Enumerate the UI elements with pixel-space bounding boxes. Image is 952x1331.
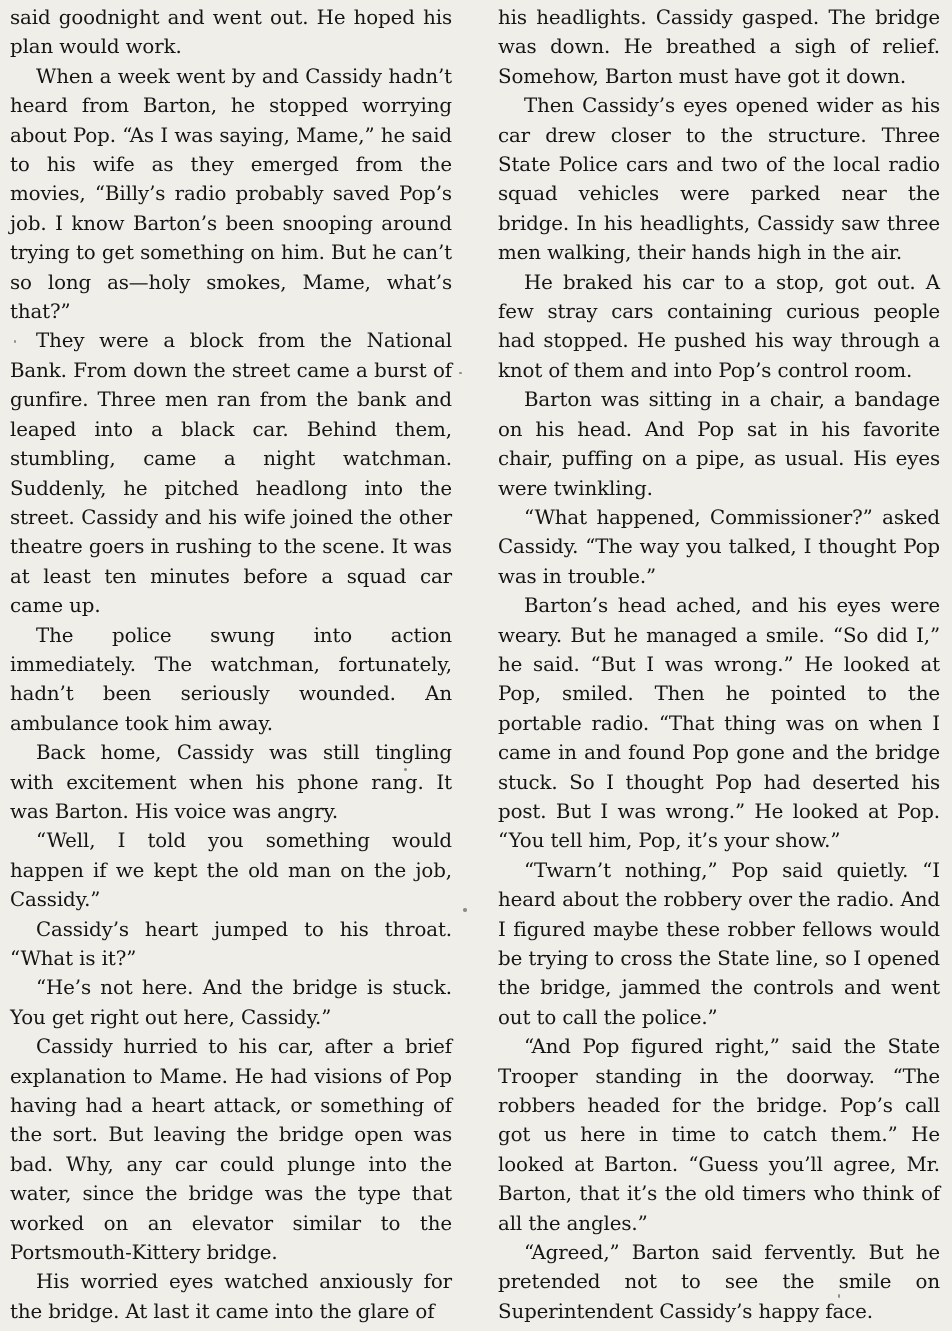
paragraph: “He’s not here. And the bridge is stuck. You get right out here, Cassidy.” [10, 976, 452, 1029]
paragraph: Barton was sitting in a chair, a bandage on his head. And Pop sat in his favorite chair, puffing on a pipe, as usual. His eyes were twinkling. [498, 388, 940, 500]
paragraph: “Well, I told you something would happen if we kept the old man on the job, Cassidy.” [10, 829, 452, 912]
paragraph: said goodnight and went out. He hoped his plan would work. [10, 6, 452, 59]
paragraph: They were a block from the National Bank. From down the street came a burst of gunfire. Three men ran from the bank and leaped into a black car. Behind them, stumbling, came a night watchman. Suddenly, he pitched headlong into the street. Cassidy and his wife joined the other theatre goers in rushing to the scene. It was at least ten minutes before a squad car came up. [10, 329, 452, 618]
print-speck [838, 1294, 840, 1298]
paragraph: “And Pop figured right,” said the State Trooper standing in the doorway. “The robbers headed for the bridge. Pop’s call got us here in time to catch them.” He looked at Barton. “Guess you’ll agree, Mr. Barton, that it’s the old timers who think of all the angles.” [498, 1035, 940, 1235]
paragraph: Then Cassidy’s eyes opened wider as his car drew closer to the structure. Three State Police cars and two of the local radio squad vehicles were parked near the bridge. In his headlights, Cassidy saw three men walking, their hands high in the air. [498, 94, 940, 265]
paragraph: He braked his car to a stop, got out. A few stray cars containing curious people had stopped. He pushed his way through a knot of them and into Pop’s control room. [498, 270, 940, 382]
paragraph: The police swung into action immediately. The watchman, fortunately, hadn’t been seriously wounded. An ambulance took him away. [10, 623, 452, 735]
paragraph: His worried eyes watched anxiously for the bridge. At last it came into the glare of [10, 1270, 452, 1323]
paragraph: “Twarn’t nothing,” Pop said quietly. “I heard about the robbery over the radio. And I figured maybe these robber fellows would be trying to cross the State line, so I opened the bridge, jammed the controls and went out to call the police.” [498, 858, 940, 1029]
paragraph: Back home, Cassidy was still tingling with excitement when his phone rang. It was Barton. His voice was angry. [10, 741, 452, 823]
paragraph: When a week went by and Cassidy hadn’t heard from Barton, he stopped worrying about Pop. “As I was saying, Mame,” he said to his wife as they emerged from the movies, “Billy’s radio probably saved Pop’s job. I know Barton’s been snooping around trying to get something on him. But he can’t so long as—holy smokes, Mame, what’s that?” [10, 64, 452, 324]
print-speck [459, 372, 462, 374]
paragraph: his headlights. Cassidy gasped. The bridge was down. He breathed a sigh of relief. Somehow, Barton must have got it down. [498, 6, 940, 88]
paragraph: “What happened, Commissioner?” asked Cassidy. “The way you talked, I thought Pop was in trouble.” [498, 505, 940, 588]
paragraph: “Agreed,” Barton said fervently. But he pretended not to see the smile on Superintendent Cassidy’s happy face. [498, 1241, 940, 1323]
print-speck [14, 340, 16, 343]
paragraph: Barton’s head ached, and his eyes were weary. But he managed a smile. “So did I,” he said. “But I was wrong.” He looked at Pop, smiled. Then he pointed to the portable radio. “That thing was on when I came in and found Pop gone and the bridge stuck. So I thought Pop had deserted his post. But I was wrong.” He looked at Pop. “You tell him, Pop, it’s your show.” [498, 594, 940, 853]
print-speck [404, 768, 407, 771]
column-gutter [455, 3, 495, 1331]
print-speck [463, 908, 467, 912]
paragraph: Cassidy’s heart jumped to his throat. “What is it?” [10, 917, 452, 970]
left-text-column [10, 3, 452, 1331]
right-text-column [498, 3, 940, 1331]
paragraph: Cassidy hurried to his car, after a brief explanation to Mame. He had visions of Pop having had a heart attack, or something of the sort. But leaving the bridge open was bad. Why, any car could plunge into the water, since the bridge was the type that worked on an elevator similar to the Portsmouth-Kittery bridge. [10, 1035, 452, 1265]
